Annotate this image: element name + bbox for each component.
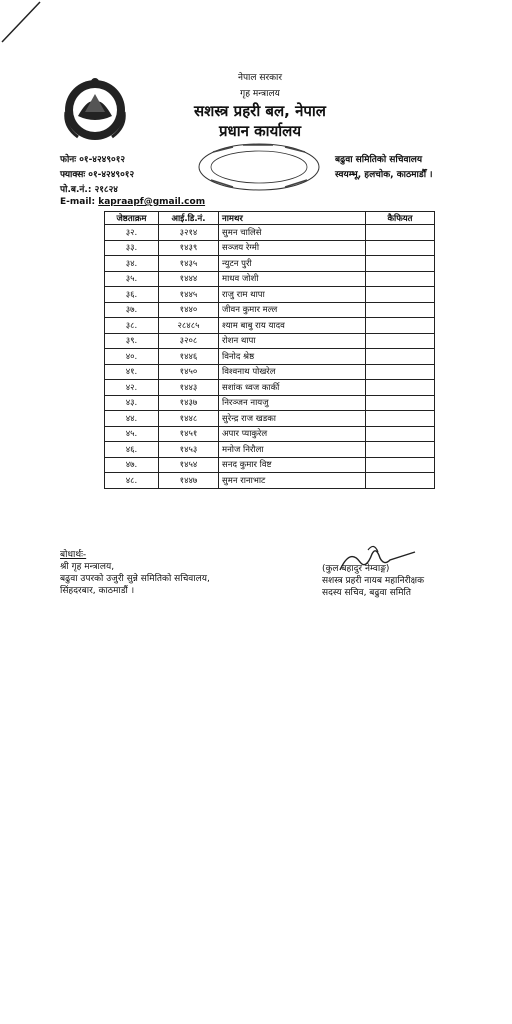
column-header-remarks: कैफियत bbox=[366, 212, 435, 225]
signatory-role: सदस्य सचिव, बढुवा समिति bbox=[322, 588, 411, 598]
remarks-cell bbox=[366, 318, 435, 334]
ministry-label: गृह मन्त्रालय bbox=[240, 89, 280, 99]
remarks-cell bbox=[366, 240, 435, 256]
name-cell: जीवन कुमार मल्ल bbox=[219, 302, 366, 318]
name-cell: सुरेन्द्र राज खडका bbox=[219, 411, 366, 427]
seniority-cell: ३९. bbox=[105, 333, 159, 349]
remarks-cell bbox=[366, 349, 435, 365]
table-row bbox=[105, 287, 435, 303]
seniority-cell: ४२. bbox=[105, 380, 159, 396]
column-header-seniority: जेष्ठताक्रम bbox=[105, 212, 159, 225]
name-cell: अपार प्याकुरेल bbox=[219, 426, 366, 442]
table-row bbox=[105, 333, 435, 349]
email-link[interactable]: kapraapf@gmail.com bbox=[98, 197, 206, 207]
seniority-cell: ३४. bbox=[105, 256, 159, 272]
remarks-cell bbox=[366, 442, 435, 458]
seniority-cell: ४८. bbox=[105, 473, 159, 489]
committee-secretariat-label: बढुवा समितिको सचिवालय bbox=[335, 155, 423, 165]
id-cell: १४४८ bbox=[159, 411, 219, 427]
name-cell: सशांक ध्वज कार्की bbox=[219, 380, 366, 396]
id-cell: १४५३ bbox=[159, 442, 219, 458]
table-row bbox=[105, 271, 435, 287]
table-row bbox=[105, 442, 435, 458]
name-cell: रोशन थापा bbox=[219, 333, 366, 349]
table-row bbox=[105, 349, 435, 365]
id-cell: १४३५ bbox=[159, 256, 219, 272]
seniority-cell: ३२. bbox=[105, 225, 159, 241]
id-cell: १४४० bbox=[159, 302, 219, 318]
id-cell: ३२१४ bbox=[159, 225, 219, 241]
name-cell: सुमन रानाभाट bbox=[219, 473, 366, 489]
remarks-cell bbox=[366, 302, 435, 318]
remarks-cell bbox=[366, 426, 435, 442]
id-cell: ३२०८ bbox=[159, 333, 219, 349]
table-row bbox=[105, 473, 435, 489]
name-cell: श्याम बाबु राय यादव bbox=[219, 318, 366, 334]
signatory-title: सशस्त्र प्रहरी नायब महानिरीक्षक bbox=[322, 576, 425, 586]
name-cell: राजु राम थापा bbox=[219, 287, 366, 303]
id-cell: १४३९ bbox=[159, 240, 219, 256]
id-cell: १४५४ bbox=[159, 457, 219, 473]
table-row bbox=[105, 457, 435, 473]
table-row bbox=[105, 225, 435, 241]
column-header-id: आई.डि.नं. bbox=[159, 212, 219, 225]
id-cell: १४५१ bbox=[159, 426, 219, 442]
table-header-row bbox=[105, 212, 435, 225]
seniority-cell: ३८. bbox=[105, 318, 159, 334]
remarks-cell bbox=[366, 225, 435, 241]
seniority-cell: ३६. bbox=[105, 287, 159, 303]
remarks-cell bbox=[366, 395, 435, 411]
remarks-cell bbox=[366, 287, 435, 303]
name-cell: निरञ्जन नायजु bbox=[219, 395, 366, 411]
table-row bbox=[105, 256, 435, 272]
seniority-cell: ४३. bbox=[105, 395, 159, 411]
table-row bbox=[105, 395, 435, 411]
committee-address: स्वयम्भू, हलचोक, काठमाडौँ । bbox=[335, 170, 433, 180]
name-cell: माधव जोशी bbox=[219, 271, 366, 287]
remarks-cell bbox=[366, 380, 435, 396]
name-cell: विश्वनाथ पोखरेल bbox=[219, 364, 366, 380]
id-cell: १४४३ bbox=[159, 380, 219, 396]
seniority-cell: ४७. bbox=[105, 457, 159, 473]
government-label: नेपाल सरकार bbox=[237, 73, 283, 83]
name-cell: सञ्जय रेग्मी bbox=[219, 240, 366, 256]
remarks-cell bbox=[366, 364, 435, 380]
remarks-cell bbox=[366, 333, 435, 349]
emblem-logo bbox=[58, 72, 132, 146]
remarks-cell bbox=[366, 256, 435, 272]
table-row bbox=[105, 426, 435, 442]
remarks-cell bbox=[366, 271, 435, 287]
email-label: E-mail: bbox=[60, 197, 96, 207]
id-cell: १४५० bbox=[159, 364, 219, 380]
name-cell: सनद कुमार विष्ट bbox=[219, 457, 366, 473]
seniority-cell: ३५. bbox=[105, 271, 159, 287]
column-header-name: नामथर bbox=[219, 212, 366, 225]
table-row bbox=[105, 302, 435, 318]
seniority-cell: ३७. bbox=[105, 302, 159, 318]
footer-cc-block bbox=[60, 549, 210, 597]
id-cell: १४४५ bbox=[159, 287, 219, 303]
fax-text: फ्याक्सः ०१-४२४९०१२ bbox=[60, 170, 135, 180]
id-cell: १४४६ bbox=[159, 349, 219, 365]
remarks-cell bbox=[366, 473, 435, 489]
remarks-cell bbox=[366, 457, 435, 473]
id-cell: १४३७ bbox=[159, 395, 219, 411]
cc-line-2: बढुवा उपरको उजुरी सुन्ने समितिको सचिवालय, bbox=[60, 574, 210, 584]
table-row bbox=[105, 364, 435, 380]
table-row bbox=[105, 240, 435, 256]
signatory-name: (कुल बहादुर नेम्वाङ्ग) bbox=[322, 564, 390, 574]
official-stamp bbox=[193, 142, 325, 192]
seniority-cell: ३३. bbox=[105, 240, 159, 256]
email-row bbox=[60, 197, 205, 207]
table-row bbox=[105, 380, 435, 396]
id-cell: २८४८५ bbox=[159, 318, 219, 334]
seniority-cell: ४४. bbox=[105, 411, 159, 427]
seniority-cell: ४१. bbox=[105, 364, 159, 380]
id-cell: १४४७ bbox=[159, 473, 219, 489]
table-row bbox=[105, 318, 435, 334]
name-cell: विनोद श्रेष्ठ bbox=[219, 349, 366, 365]
name-cell: मनोज निरौला bbox=[219, 442, 366, 458]
seniority-cell: ४०. bbox=[105, 349, 159, 365]
cc-line-1: श्री गृह मन्त्रालय, bbox=[60, 562, 115, 572]
promotion-list-table bbox=[104, 211, 435, 489]
name-cell: सुमन चालिसे bbox=[219, 225, 366, 241]
po-box-text: पो.ब.नं.: २१८२४ bbox=[60, 185, 118, 195]
organization-title: सशस्त्र प्रहरी बल, नेपाल bbox=[194, 102, 326, 120]
table-row bbox=[105, 411, 435, 427]
id-cell: १४४४ bbox=[159, 271, 219, 287]
cc-line-3: सिंहदरबार, काठमाडौं । bbox=[60, 586, 135, 596]
name-cell: न्युटन पुरी bbox=[219, 256, 366, 272]
footer-signatory-block bbox=[322, 563, 424, 599]
seniority-cell: ४६. bbox=[105, 442, 159, 458]
office-title: प्रधान कार्यालय bbox=[218, 122, 302, 140]
cc-label: बोधार्थः- bbox=[60, 550, 87, 560]
remarks-cell bbox=[366, 411, 435, 427]
phone-text: फोनः ०१-४२४९०१२ bbox=[60, 155, 126, 165]
corner-fold-mark bbox=[0, 0, 45, 45]
seniority-cell: ४५. bbox=[105, 426, 159, 442]
